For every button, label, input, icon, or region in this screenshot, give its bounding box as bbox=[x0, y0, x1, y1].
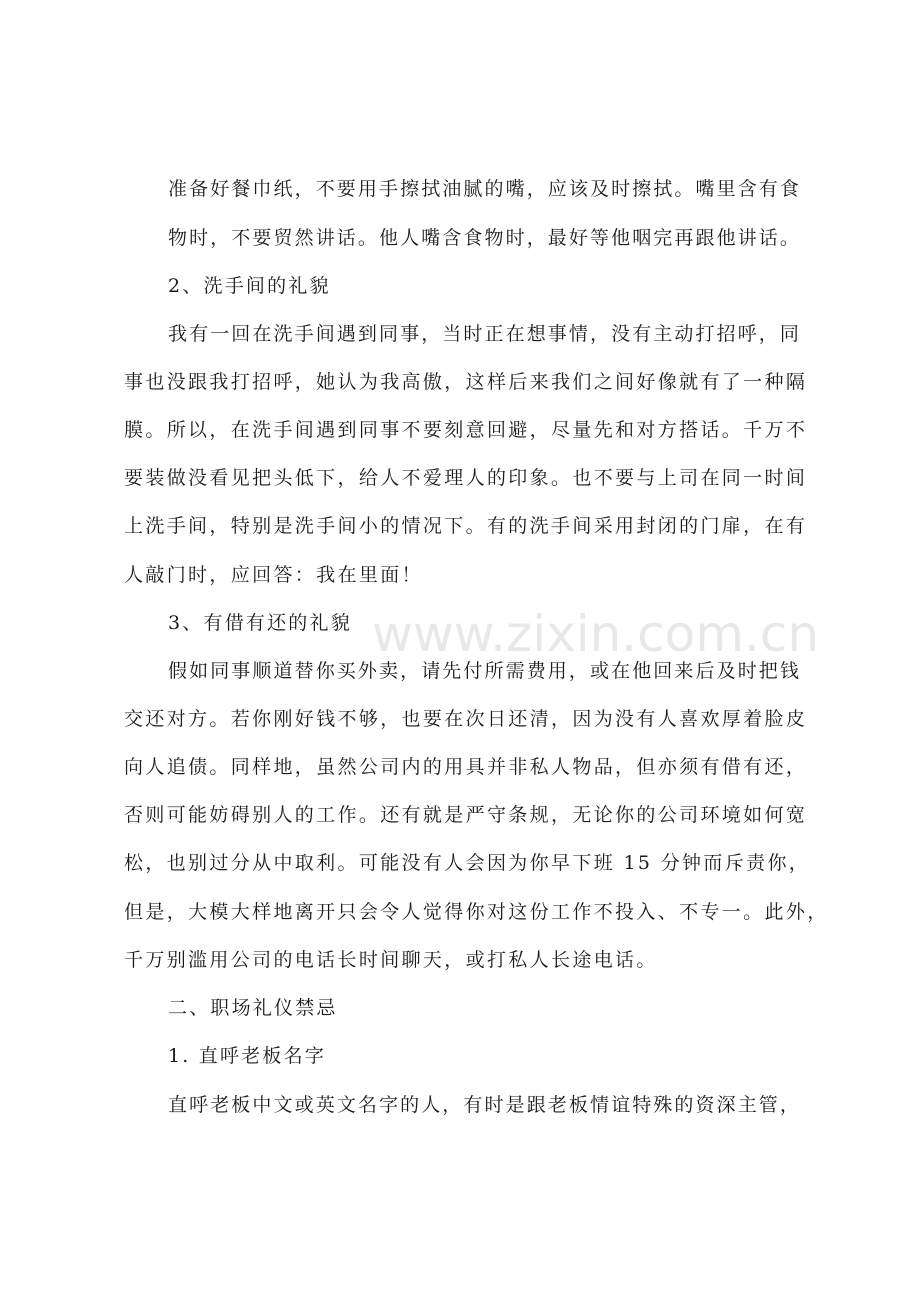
subsection-heading: 1. 直呼老板名字 bbox=[168, 1045, 326, 1067]
paragraph-line: 物时，不要贸然讲话。他人嘴含食物时，最好等他咽完再跟他讲话。 bbox=[168, 227, 802, 249]
paragraph-line: 要装做没看见把头低下，给人不爱理人的印象。也不要与上司在同一时间 bbox=[124, 467, 808, 489]
paragraph-line: 直呼老板中文或英文名字的人，有时是跟老板情谊特殊的资深主管， bbox=[168, 1094, 802, 1116]
paragraph-line: 人敲门时，应回答：我在里面！ bbox=[124, 564, 423, 586]
paragraph-line: 准备好餐巾纸，不要用手擦拭油腻的嘴，应该及时擦拭。嘴里含有食 bbox=[168, 178, 802, 200]
paragraph-line: 上洗手间，特别是洗手间小的情况下。有的洗手间采用封闭的门扉，在有 bbox=[124, 515, 808, 537]
paragraph-line: 向人追债。同样地，虽然公司内的用具并非私人物品，但亦须有借有还， bbox=[124, 756, 808, 778]
watermark: www.zixin.com.cn bbox=[372, 605, 820, 663]
paragraph-line: 交还对方。若你刚好钱不够，也要在次日还清，因为没有人喜欢厚着脸皮 bbox=[124, 708, 808, 730]
paragraph-line: 但是，大模大样地离开只会令人觉得你对这份工作不投入、不专一。此外， bbox=[124, 901, 829, 923]
section-heading: 3、有借有还的礼貌 bbox=[168, 612, 352, 634]
paragraph-line: 膜。所以，在洗手间遇到同事不要刻意回避，尽量先和对方搭话。千万不 bbox=[124, 419, 808, 441]
paragraph-line: 我有一回在洗手间遇到同事，当时正在想事情，没有主动打招呼，同 bbox=[168, 323, 802, 345]
paragraph-line: 假如同事顺道替你买外卖，请先付所需费用，或在他回来后及时把钱 bbox=[168, 660, 802, 682]
paragraph-line: 松，也别过分从中取利。可能没有人会因为你早下班 15 分钟而斥责你， bbox=[124, 852, 811, 874]
paragraph-line: 否则可能妨碍别人的工作。还有就是严守条规，无论你的公司环境如何宽 bbox=[124, 804, 808, 826]
paragraph-line: 事也没跟我打招呼，她认为我高傲，这样后来我们之间好像就有了一种隔 bbox=[124, 371, 808, 393]
paragraph-line: 千万别滥用公司的电话长时间聊天，或打私人长途电话。 bbox=[124, 949, 658, 971]
section-heading: 2、洗手间的礼貌 bbox=[168, 275, 331, 297]
section-heading: 二、职场礼仪禁忌 bbox=[168, 997, 338, 1019]
